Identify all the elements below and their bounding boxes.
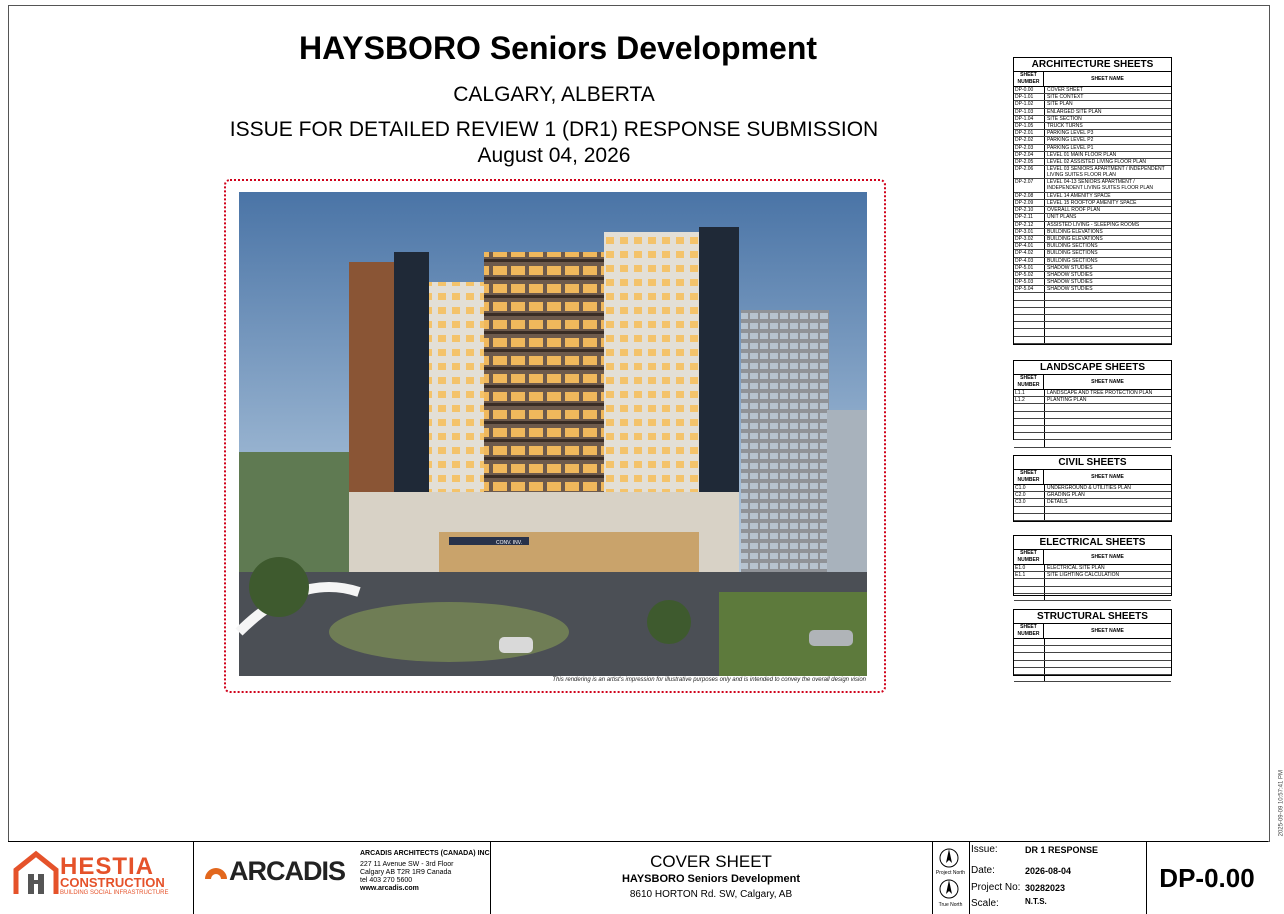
sheet-number-cell: L1.2 <box>1014 397 1045 403</box>
sheet-name-cell: GRADING PLAN <box>1047 492 1085 499</box>
project-north-label: Project North <box>935 870 966 876</box>
empty-row <box>1014 337 1171 344</box>
sheet-number-cell: DP-3.01 <box>1014 229 1045 235</box>
empty-row <box>1014 594 1171 601</box>
empty-row <box>1014 587 1171 594</box>
scale-label: Scale: <box>971 898 999 909</box>
date-value: 2026-08-04 <box>1025 866 1072 876</box>
sheet-number-cell: C2.0 <box>1014 492 1045 498</box>
col-sheet-number: SHEET NUMBER <box>1014 72 1044 86</box>
issue-date: August 04, 2026 <box>477 144 631 167</box>
issue-value: DR 1 RESPONSE <box>1025 845 1099 855</box>
sheet-number-cell: DP-2.05 <box>1014 159 1045 165</box>
table-row <box>1014 229 1171 236</box>
col-sheet-number: SHEET NUMBER <box>1014 375 1044 389</box>
plot-timestamp: 2025-09-09 10:57:41 PM <box>1278 770 1284 837</box>
empty-row <box>1014 661 1171 668</box>
col-sheet-name: SHEET NAME <box>1091 474 1124 480</box>
table-row <box>1014 499 1171 506</box>
table-row <box>1014 397 1171 404</box>
sheet-name-cell: SITE CONTEXT <box>1047 94 1084 101</box>
sheet-number-cell: DP-2.11 <box>1014 214 1045 220</box>
table-row <box>1014 243 1171 250</box>
sheet-number: DP-0.00 <box>1159 863 1255 893</box>
sheet-name-cell: PARKING LEVEL P2 <box>1047 137 1094 144</box>
empty-row <box>1014 426 1171 433</box>
issue-label: Issue: <box>971 844 998 855</box>
table-row <box>1014 193 1171 200</box>
table-row <box>1014 265 1171 272</box>
sheet-name-cell: LEVEL 01 MAIN FLOOR PLAN <box>1047 151 1117 158</box>
table-row <box>1014 159 1171 166</box>
table-row <box>1014 200 1171 207</box>
arcadis-address-1: 227 11 Avenue SW - 3rd Floor <box>360 861 454 868</box>
sheet-number-cell: DP-2.06 <box>1014 166 1045 178</box>
sheet-number-cell: DP-2.04 <box>1014 152 1045 158</box>
sheet-number-cell: DP-2.12 <box>1014 222 1045 228</box>
arcadis-icon <box>203 859 229 881</box>
project-title: HAYSBORO Seniors Development <box>298 30 818 66</box>
sheet-name-cell: LEVEL 02 ASSISTED LIVING FLOOR PLAN <box>1047 158 1147 165</box>
issue-info-cell <box>969 842 1147 914</box>
arcadis-company: ARCADIS ARCHITECTS (CANADA) INC <box>360 850 490 857</box>
table-row <box>1014 145 1171 152</box>
sheet-title: COVER SHEET <box>650 852 772 871</box>
sheet-number-cell: DP-3.02 <box>1014 236 1045 242</box>
sheet-name-cell: UNDERGROUND & UTILITIES PLAN <box>1047 485 1131 491</box>
table-row <box>1014 286 1171 293</box>
sheet-name-cell: BUILDING SECTIONS <box>1047 243 1098 250</box>
architecture-sheets-table <box>1013 57 1172 345</box>
sheet-name-cell: LEVEL 15 ROOFTOP AMENITY SPACE <box>1047 200 1137 207</box>
empty-row <box>1014 412 1171 419</box>
empty-row <box>1014 675 1171 682</box>
table-row <box>1014 179 1171 192</box>
sheet-number-cell: DP-2.07 <box>1014 179 1045 191</box>
sheet-name-cell: OVERALL ROOF PLAN <box>1047 207 1101 214</box>
table-title: CIVIL SHEETS <box>1014 456 1171 470</box>
table-row <box>1014 272 1171 279</box>
project-north-icon <box>938 847 960 869</box>
sheet-number-cell: C3.0 <box>1014 499 1045 505</box>
table-row <box>1014 166 1171 179</box>
sheet-name-cell: COVER SHEET <box>1047 87 1083 93</box>
sheet-name-cell: SHADOW STUDIES <box>1047 279 1093 286</box>
sheet-name-cell: LANDSCAPE AND TREE PROTECTION PLAN <box>1047 390 1153 396</box>
col-sheet-number: SHEET NUMBER <box>1014 470 1044 484</box>
table-row <box>1014 87 1171 94</box>
civil-sheets-table <box>1013 455 1172 522</box>
table-row <box>1014 236 1171 243</box>
table-title: ARCHITECTURE SHEETS <box>1014 58 1171 72</box>
arcadis-tel: tel 403 270 5600 <box>360 877 413 884</box>
sheet-number-cell: DP-2.02 <box>1014 137 1045 143</box>
building-rendering <box>239 192 867 676</box>
electrical-sheets-table <box>1013 535 1172 596</box>
sheet-name-cell: PARKING LEVEL P1 <box>1047 144 1094 151</box>
sheet-name-cell: PLANTING PLAN <box>1047 397 1087 404</box>
sheet-name-cell: SHADOW STUDIES <box>1047 264 1093 271</box>
sheet-number-cell: DP-5.01 <box>1014 265 1045 271</box>
table-row <box>1014 152 1171 159</box>
true-north-label: True North <box>938 902 963 908</box>
sheet-number-cell: DP-1.01 <box>1014 94 1045 100</box>
empty-row <box>1014 579 1171 586</box>
scale-value: N.T.S. <box>1025 897 1047 906</box>
rendering-caption: This rendering is an artist's impression for illustrative purposes only and is intended to convey the overall design vision <box>552 677 866 683</box>
structural-sheets-table <box>1013 609 1172 676</box>
empty-row <box>1014 419 1171 426</box>
sheet-name-cell: BUILDING SECTIONS <box>1047 257 1098 264</box>
title-block <box>8 841 1268 914</box>
sheet-name-cell: BUILDING ELEVATIONS <box>1047 228 1103 235</box>
sheet-number-cell: E1.1 <box>1014 572 1045 578</box>
sheet-name-cell: LEVEL 04-13 SENIORS APARTMENT / INDEPENDENT LIVING SUITES FLOOR PLAN <box>1047 179 1154 192</box>
empty-row <box>1014 646 1171 653</box>
sheet-name-cell: DETAILS <box>1047 499 1068 506</box>
empty-row <box>1014 315 1171 322</box>
sheet-number-cell: DP-1.05 <box>1014 123 1045 129</box>
empty-row <box>1014 308 1171 315</box>
sheet-name-cell: SITE PLAN <box>1047 101 1073 108</box>
table-row <box>1014 279 1171 286</box>
empty-row <box>1014 639 1171 646</box>
table-row <box>1014 123 1171 130</box>
empty-row <box>1014 322 1171 329</box>
table-row <box>1014 250 1171 257</box>
empty-row <box>1014 293 1171 300</box>
sheet-name-cell: ELECTRICAL SITE PLAN <box>1047 565 1105 571</box>
col-sheet-name: SHEET NAME <box>1091 554 1124 560</box>
col-sheet-number: SHEET NUMBER <box>1014 624 1044 638</box>
canopy-sign: CONV. INV. <box>496 540 523 546</box>
sheet-name-cell: BUILDING SECTIONS <box>1047 250 1098 257</box>
project-city: CALGARY, ALBERTA <box>453 83 655 106</box>
sheet-number-cell: L1.1 <box>1014 390 1045 396</box>
hestia-tagline: BUILDING SOCIAL INFRASTRUCTURE <box>60 890 169 896</box>
project-name: HAYSBORO Seniors Development <box>621 873 801 885</box>
arcadis-address-2: Calgary AB T2R 1R9 Canada <box>360 869 452 876</box>
table-row <box>1014 137 1171 144</box>
col-sheet-name: SHEET NAME <box>1091 76 1124 82</box>
empty-row <box>1014 404 1171 411</box>
col-sheet-name: SHEET NAME <box>1091 379 1124 385</box>
sheet-number-cell: DP-2.03 <box>1014 145 1045 151</box>
project-no-value: 30282023 <box>1025 883 1066 893</box>
table-row <box>1014 214 1171 221</box>
sheet-number-cell: DP-1.04 <box>1014 116 1045 122</box>
sheet-number-cell: DP-2.08 <box>1014 193 1045 199</box>
arcadis-cell <box>193 842 491 914</box>
sheet-number-cell: DP-1.03 <box>1014 109 1045 115</box>
table-row <box>1014 116 1171 123</box>
col-sheet-name: SHEET NAME <box>1091 628 1124 634</box>
north-arrows-cell <box>932 842 970 914</box>
date-label: Date: <box>971 865 995 876</box>
empty-row <box>1014 653 1171 660</box>
sheet-number-cell: DP-2.10 <box>1014 207 1045 213</box>
sheet-number-cell: DP-5.03 <box>1014 279 1045 285</box>
sheet-name-cell: SITE LIGHTING CALCULATION <box>1047 572 1120 579</box>
table-row <box>1014 130 1171 137</box>
table-row <box>1014 258 1171 265</box>
sheet-title-cell <box>490 842 933 914</box>
table-row <box>1014 207 1171 214</box>
table-row <box>1014 390 1171 397</box>
sheet-number-cell: DP-4.03 <box>1014 258 1045 264</box>
sheet-name-cell: SHADOW STUDIES <box>1047 286 1093 293</box>
sheet-name-cell: SHADOW STUDIES <box>1047 271 1093 278</box>
table-title: ELECTRICAL SHEETS <box>1014 536 1171 550</box>
sheet-name-cell: UNIT PLANS <box>1047 214 1077 221</box>
empty-row <box>1014 433 1171 440</box>
sheet-name-cell: BUILDING ELEVATIONS <box>1047 235 1103 242</box>
table-row <box>1014 101 1171 108</box>
sheet-number-cell: DP-5.02 <box>1014 272 1045 278</box>
table-row <box>1014 565 1171 572</box>
project-no-label: Project No: <box>971 882 1021 893</box>
hestia-logo-cell <box>8 842 194 914</box>
empty-row <box>1014 514 1171 521</box>
sheet-name-cell: SITE SECTION <box>1047 115 1082 122</box>
empty-row <box>1014 301 1171 308</box>
sheet-number-cell: DP-4.02 <box>1014 250 1045 256</box>
issue-statement: ISSUE FOR DETAILED REVIEW 1 (DR1) RESPONSE SUBMISSION <box>229 118 879 141</box>
table-row <box>1014 485 1171 492</box>
table-row <box>1014 572 1171 579</box>
sheet-number-cell: DP-4.01 <box>1014 243 1045 249</box>
arcadis-web[interactable]: www.arcadis.com <box>360 885 419 892</box>
sheet-number-cell: E1.0 <box>1014 565 1045 571</box>
project-address: 8610 HORTON Rd. SW, Calgary, AB <box>629 889 793 900</box>
hestia-sub: CONSTRUCTION <box>60 875 165 890</box>
empty-row <box>1014 507 1171 514</box>
sheet-number-cell: DP-2.09 <box>1014 200 1045 206</box>
sheet-number-cell: DP-2.01 <box>1014 130 1045 136</box>
sheet-number-cell: DP-5.04 <box>1014 286 1045 292</box>
col-sheet-number: SHEET NUMBER <box>1014 550 1044 564</box>
sheet-name-cell: PARKING LEVEL P3 <box>1047 130 1094 137</box>
sheet-number-cell: DP-0.00 <box>1014 87 1045 93</box>
empty-row <box>1014 668 1171 675</box>
table-row <box>1014 109 1171 116</box>
table-row <box>1014 222 1171 229</box>
sheet-name-cell: LEVEL 03 SENIORS APARTMENT / INDEPENDENT LIVING SUITES FLOOR PLAN <box>1047 166 1165 179</box>
sheet-name-cell: ASSISTED LIVING - SLEEPING ROOMS <box>1047 221 1140 228</box>
sheet-name-cell: TRUCK TURNS <box>1047 122 1083 129</box>
hestia-name: HESTIA <box>60 853 155 880</box>
table-title: LANDSCAPE SHEETS <box>1014 361 1171 375</box>
arcadis-logo: ARCADIS <box>229 856 346 886</box>
table-title: STRUCTURAL SHEETS <box>1014 610 1171 624</box>
empty-row <box>1014 329 1171 336</box>
sheet-name-cell: LEVEL 14 AMENITY SPACE <box>1047 192 1111 199</box>
sheet-name-cell: ENLARGED SITE PLAN <box>1047 108 1102 115</box>
table-row <box>1014 94 1171 101</box>
landscape-sheets-table <box>1013 360 1172 440</box>
sheet-number-cell: DP-1.02 <box>1014 101 1045 107</box>
table-row <box>1014 492 1171 499</box>
empty-row <box>1014 440 1171 447</box>
hestia-house-icon <box>12 850 60 896</box>
sheet-number-cell: C1.0 <box>1014 485 1045 491</box>
true-north-icon <box>938 878 960 900</box>
